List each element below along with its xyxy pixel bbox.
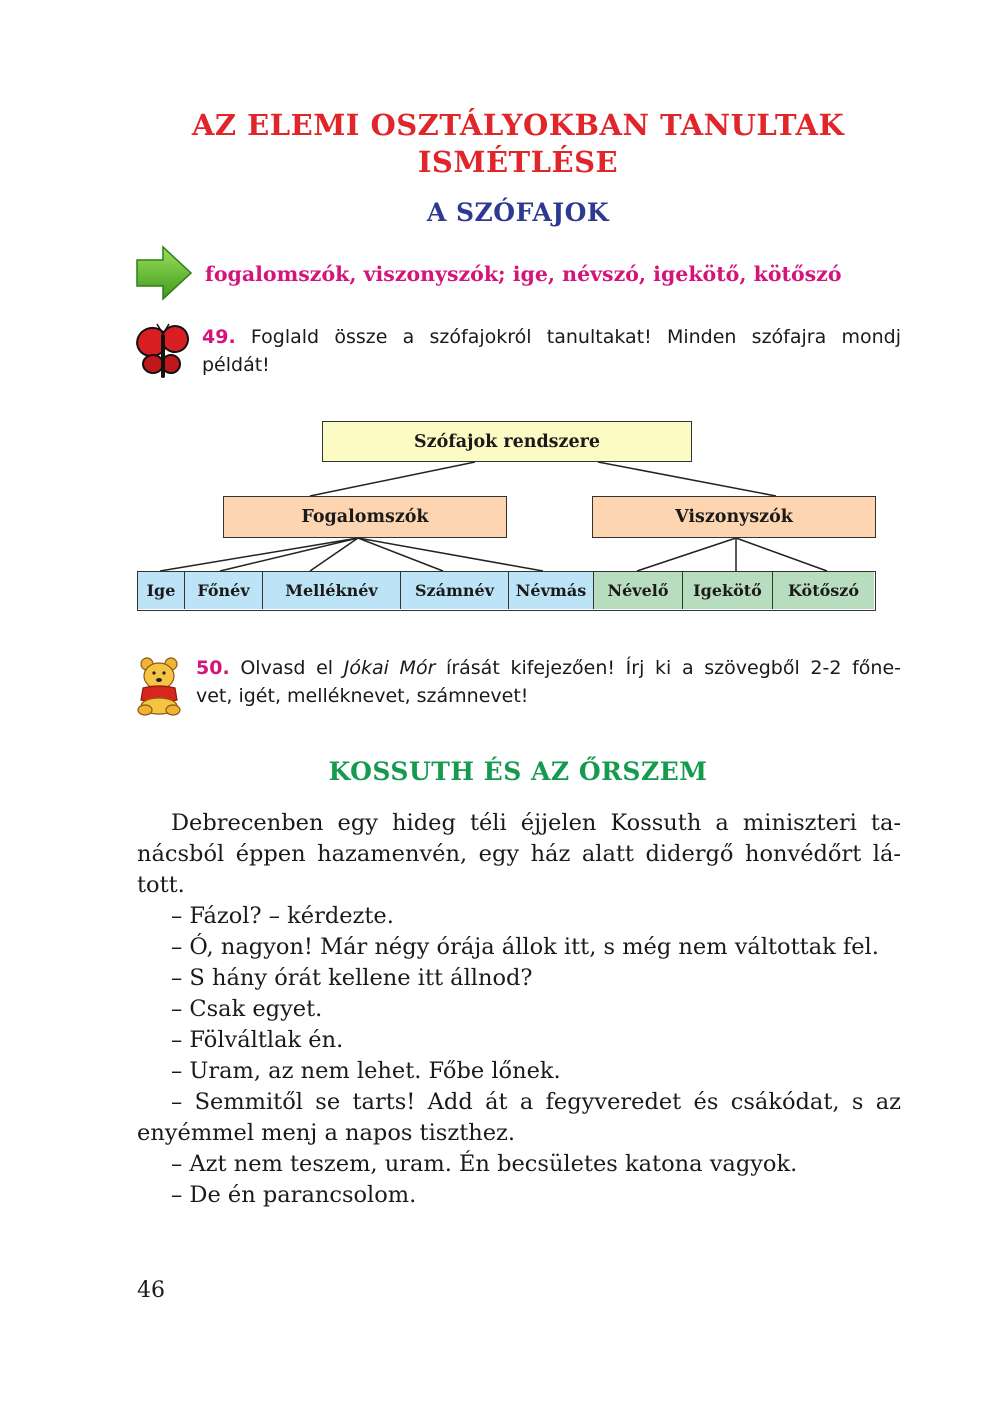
task-number: 49. — [202, 326, 236, 348]
leaf-fonev — [185, 572, 263, 609]
diagram-branch-fogalomszok — [223, 496, 507, 538]
story-paragraph: – Ó, nagyon! Már négy órája állok itt, s még nem váltottak fel. — [171, 934, 879, 960]
leaf-nevmas — [509, 572, 594, 609]
story-paragraph: – Azt nem teszem, uram. Én becsületes katona vagyok. — [171, 1151, 798, 1177]
task-text: Foglald össze a szófajokról tanultakat! Minden szófajra mondj — [250, 326, 901, 348]
chapter-title-line1: AZ ELEMI OSZTÁLYOKBAN TANULTAK — [191, 108, 845, 142]
leaf-melleknev — [263, 572, 401, 609]
story-paragraph: Debrecenben egy hideg téli éjjelen Kossuth a miniszteri tanácsból éppen hazamenvén, egy ház alatt didergő honvédőrt látott. — [137, 810, 901, 898]
author-name: Jókai Mór — [343, 657, 436, 679]
diagram-branch-viszonyszok — [592, 496, 876, 538]
leaf-label: Ige — [146, 581, 176, 600]
leaf-kotoszo — [773, 572, 874, 609]
diagram-root-label: Szófajok rendszere — [414, 431, 600, 452]
diagram-branch-label: Viszonyszók — [675, 507, 793, 527]
task-text-line2: vet, igét, melléknevet, számnevet! — [196, 685, 529, 707]
leaf-label: Igekötő — [693, 581, 762, 600]
story-paragraph: – Fölváltlak én. — [171, 1027, 344, 1053]
diagram-branch-label: Fogalomszók — [301, 507, 429, 527]
leaf-label: Névmás — [515, 581, 587, 600]
section-title: A SZÓFAJOK — [426, 198, 610, 227]
chapter-title-line2: ISMÉTLÉSE — [417, 145, 619, 179]
word-class-diagram — [0, 0, 992, 620]
story-paragraph: – Semmitől se tarts! Add át a fegyveredet és csákódat, s az enyémmel menj a napos tiszthez. — [137, 1089, 901, 1146]
leaf-label: Melléknév — [285, 581, 378, 600]
task-text: Olvasd el — [240, 657, 344, 679]
diagram-root — [322, 421, 692, 462]
task-number: 50. — [196, 657, 230, 679]
task-50 — [196, 654, 901, 710]
bear-icon — [135, 654, 187, 716]
leaf-szamnev — [401, 572, 509, 609]
page-number: 46 — [137, 1278, 165, 1303]
leaf-label: Főnév — [197, 581, 250, 600]
leaf-igekoto — [683, 572, 773, 609]
story-paragraph: – Fázol? – kérdezte. — [171, 903, 394, 929]
diagram-leaf-row — [137, 571, 876, 611]
story-text — [137, 808, 901, 1211]
story-title: KOSSUTH ÉS AZ ŐRSZEM — [328, 757, 708, 786]
leaf-label: Névelő — [607, 581, 669, 600]
leaf-label: Számnév — [414, 581, 495, 600]
keywords-line: fogalomszók, viszonyszók; ige, névszó, igekötő, kötőszó — [205, 262, 842, 286]
task-text-line2: példát! — [202, 354, 270, 376]
leaf-label: Kötőszó — [787, 581, 860, 600]
leaf-nevelo — [594, 572, 683, 609]
story-paragraph: – S hány órát kellene itt állnod? — [171, 965, 533, 991]
story-paragraph: – De én parancsolom. — [171, 1182, 417, 1208]
task-text: írását kifejezően! Írj ki a szövegből 2-2 főne- — [435, 657, 902, 679]
story-paragraph: – Uram, az nem lehet. Főbe lőnek. — [171, 1058, 561, 1084]
story-paragraph: – Csak egyet. — [171, 996, 323, 1022]
leaf-ige — [138, 572, 185, 609]
